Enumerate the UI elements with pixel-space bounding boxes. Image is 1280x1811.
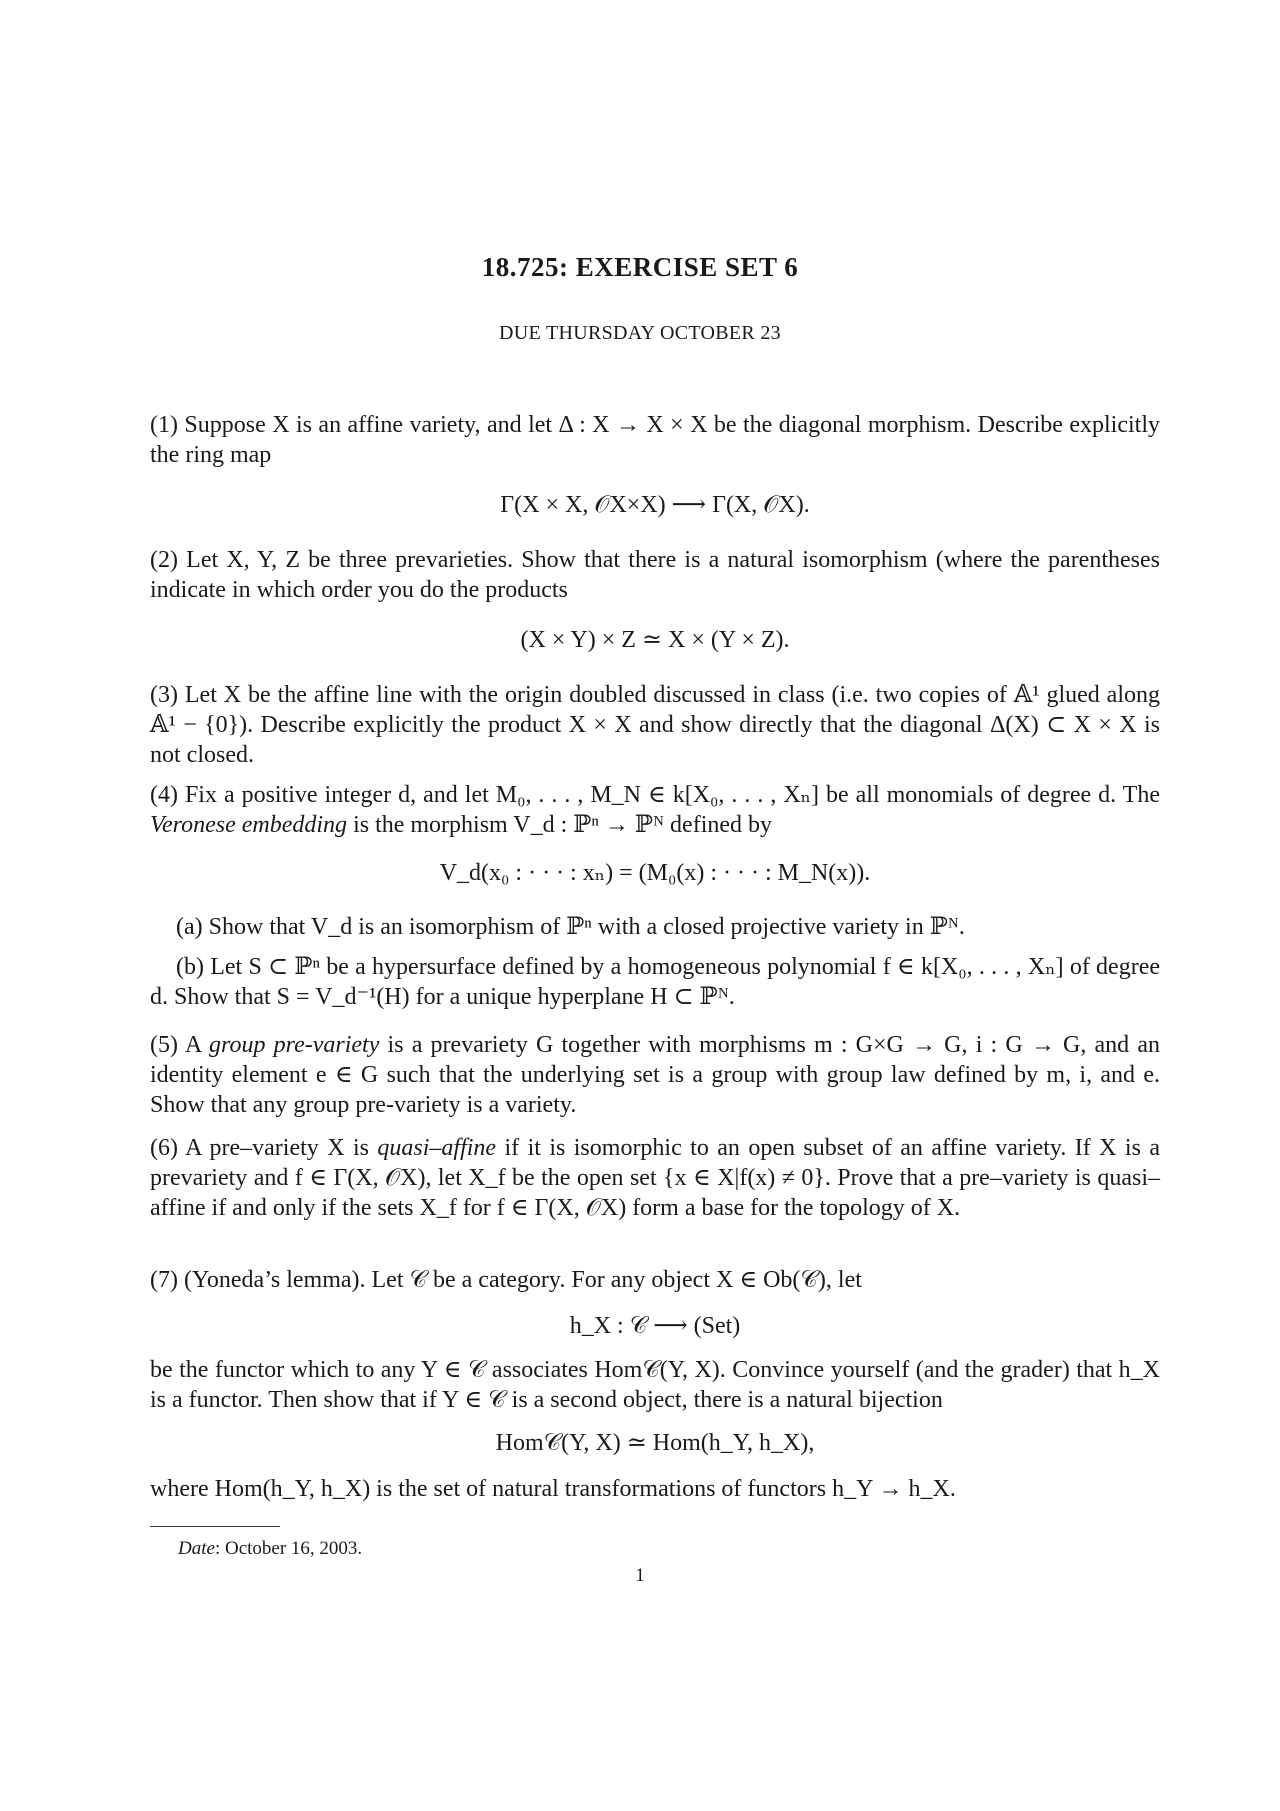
exercise-4b-body: (b) Let S ⊂ ℙⁿ be a hypersurface defined by a homogeneous polynomial f ∈ k[X₀, . . . , Xₙ] of degree d. Show that S = V_d⁻¹(H) for a unique hyperplane H ⊂ ℙᴺ. — [150, 954, 1160, 1010]
exercise-4-display: V_d(x₀ : · · · : xₙ) = (M₀(x) : · · · : M_N(x)). — [439, 860, 871, 886]
exercise-6-text-before: (6) A pre–variety X is — [150, 1135, 369, 1161]
exercise-7-display-1: h_X : 𝒞 ⟶ (Set) — [569, 1313, 741, 1339]
page-number: 1 — [635, 1565, 645, 1586]
exercise-4-text-after: is the morphism V_d : ℙⁿ → ℙᴺ defined by — [353, 812, 773, 838]
exercise-6-text-after: if it is isomorphic to an open subset of an affine variety. If X is a prevariety and f ∈ Γ(X, 𝒪X), let X_f be the open set {x ∈ X|f(x) ≠ 0}. Prove that a pre–variety is quasi–affine if and only if the sets X_f for f ∈ Γ(X, 𝒪X) form a base for the topology of X. — [150, 1135, 1161, 1221]
exercise-4-text — [150, 780, 1160, 840]
exercise-4b-text — [150, 952, 1160, 1012]
exercise-3-text: (3) Let X be the affine line with the origin doubled discussed in class (i.e. two copies of 𝔸¹ glued along 𝔸¹ − {0}). Describe explicitly the product X × X and show directly that the diagonal Δ(X) ⊂ X × X is not closed. — [150, 682, 1160, 768]
exercise-4-text-before: (4) Fix a positive integer d, and let M₀, . . . , M_N ∈ k[X₀, . . . , Xₙ] be all monomials of degree d. The — [150, 782, 1160, 808]
exercise-1-text: (1) Suppose X is an affine variety, and let Δ : X → X × X be the diagonal morphism. Describe explicitly the ring map — [150, 412, 1160, 468]
exercise-5-text-before: (5) A — [150, 1032, 201, 1058]
exercise-2-display: (X × Y) × Z ≃ X × (Y × Z). — [520, 627, 790, 653]
veronese-term: Veronese embedding — [150, 812, 348, 838]
exercise-5-text-after: is a prevariety G together with morphisms m : G×G → G, i : G → G, and an identity element e ∈ G such that the underlying set is a group with group law defined by m, i, and e. Show that any group pre-variety is a variety. — [150, 1032, 1161, 1118]
quasi-affine-term: quasi–affine — [377, 1135, 497, 1161]
exercise-1-display: Γ(X × X, 𝒪X×X) ⟶ Γ(X, 𝒪X). — [500, 492, 810, 518]
date-value: : October 16, 2003. — [214, 1538, 363, 1559]
footnote-rule — [150, 1526, 280, 1527]
date-label: Date — [178, 1538, 215, 1559]
footnote-date — [178, 1538, 362, 1560]
exercise-4a-text: (a) Show that V_d is an isomorphism of ℙⁿ with a closed projective variety in ℙᴺ. — [176, 914, 965, 940]
exercise-7-text: (7) (Yoneda’s lemma). Let 𝒞 be a category. For any object X ∈ Ob(𝒞), let — [150, 1267, 862, 1293]
page-title: 18.725: EXERCISE SET 6 — [481, 252, 799, 282]
exercise-5-text — [150, 1030, 1160, 1120]
exercise-7-text-2: be the functor which to any Y ∈ 𝒞 associates Hom𝒞(Y, X). Convince yourself (and the grader) that h_X is a functor. Then show that if Y ∈ 𝒞 is a second object, there is a natural bijection — [150, 1357, 1160, 1413]
group-prevariety-term: group pre-variety — [209, 1032, 380, 1058]
exercise-2-text: (2) Let X, Y, Z be three prevarieties. Show that there is a natural isomorphism (where the parentheses indicate in which order you do the products — [150, 547, 1160, 603]
due-date-subtitle: DUE THURSDAY OCTOBER 23 — [499, 322, 781, 344]
exercise-6-text — [150, 1133, 1160, 1223]
exercise-7-display-2: Hom𝒞(Y, X) ≃ Hom(h_Y, h_X), — [495, 1430, 815, 1456]
exercise-7-text-3: where Hom(h_Y, h_X) is the set of natural transformations of functors h_Y → h_X. — [150, 1476, 956, 1502]
